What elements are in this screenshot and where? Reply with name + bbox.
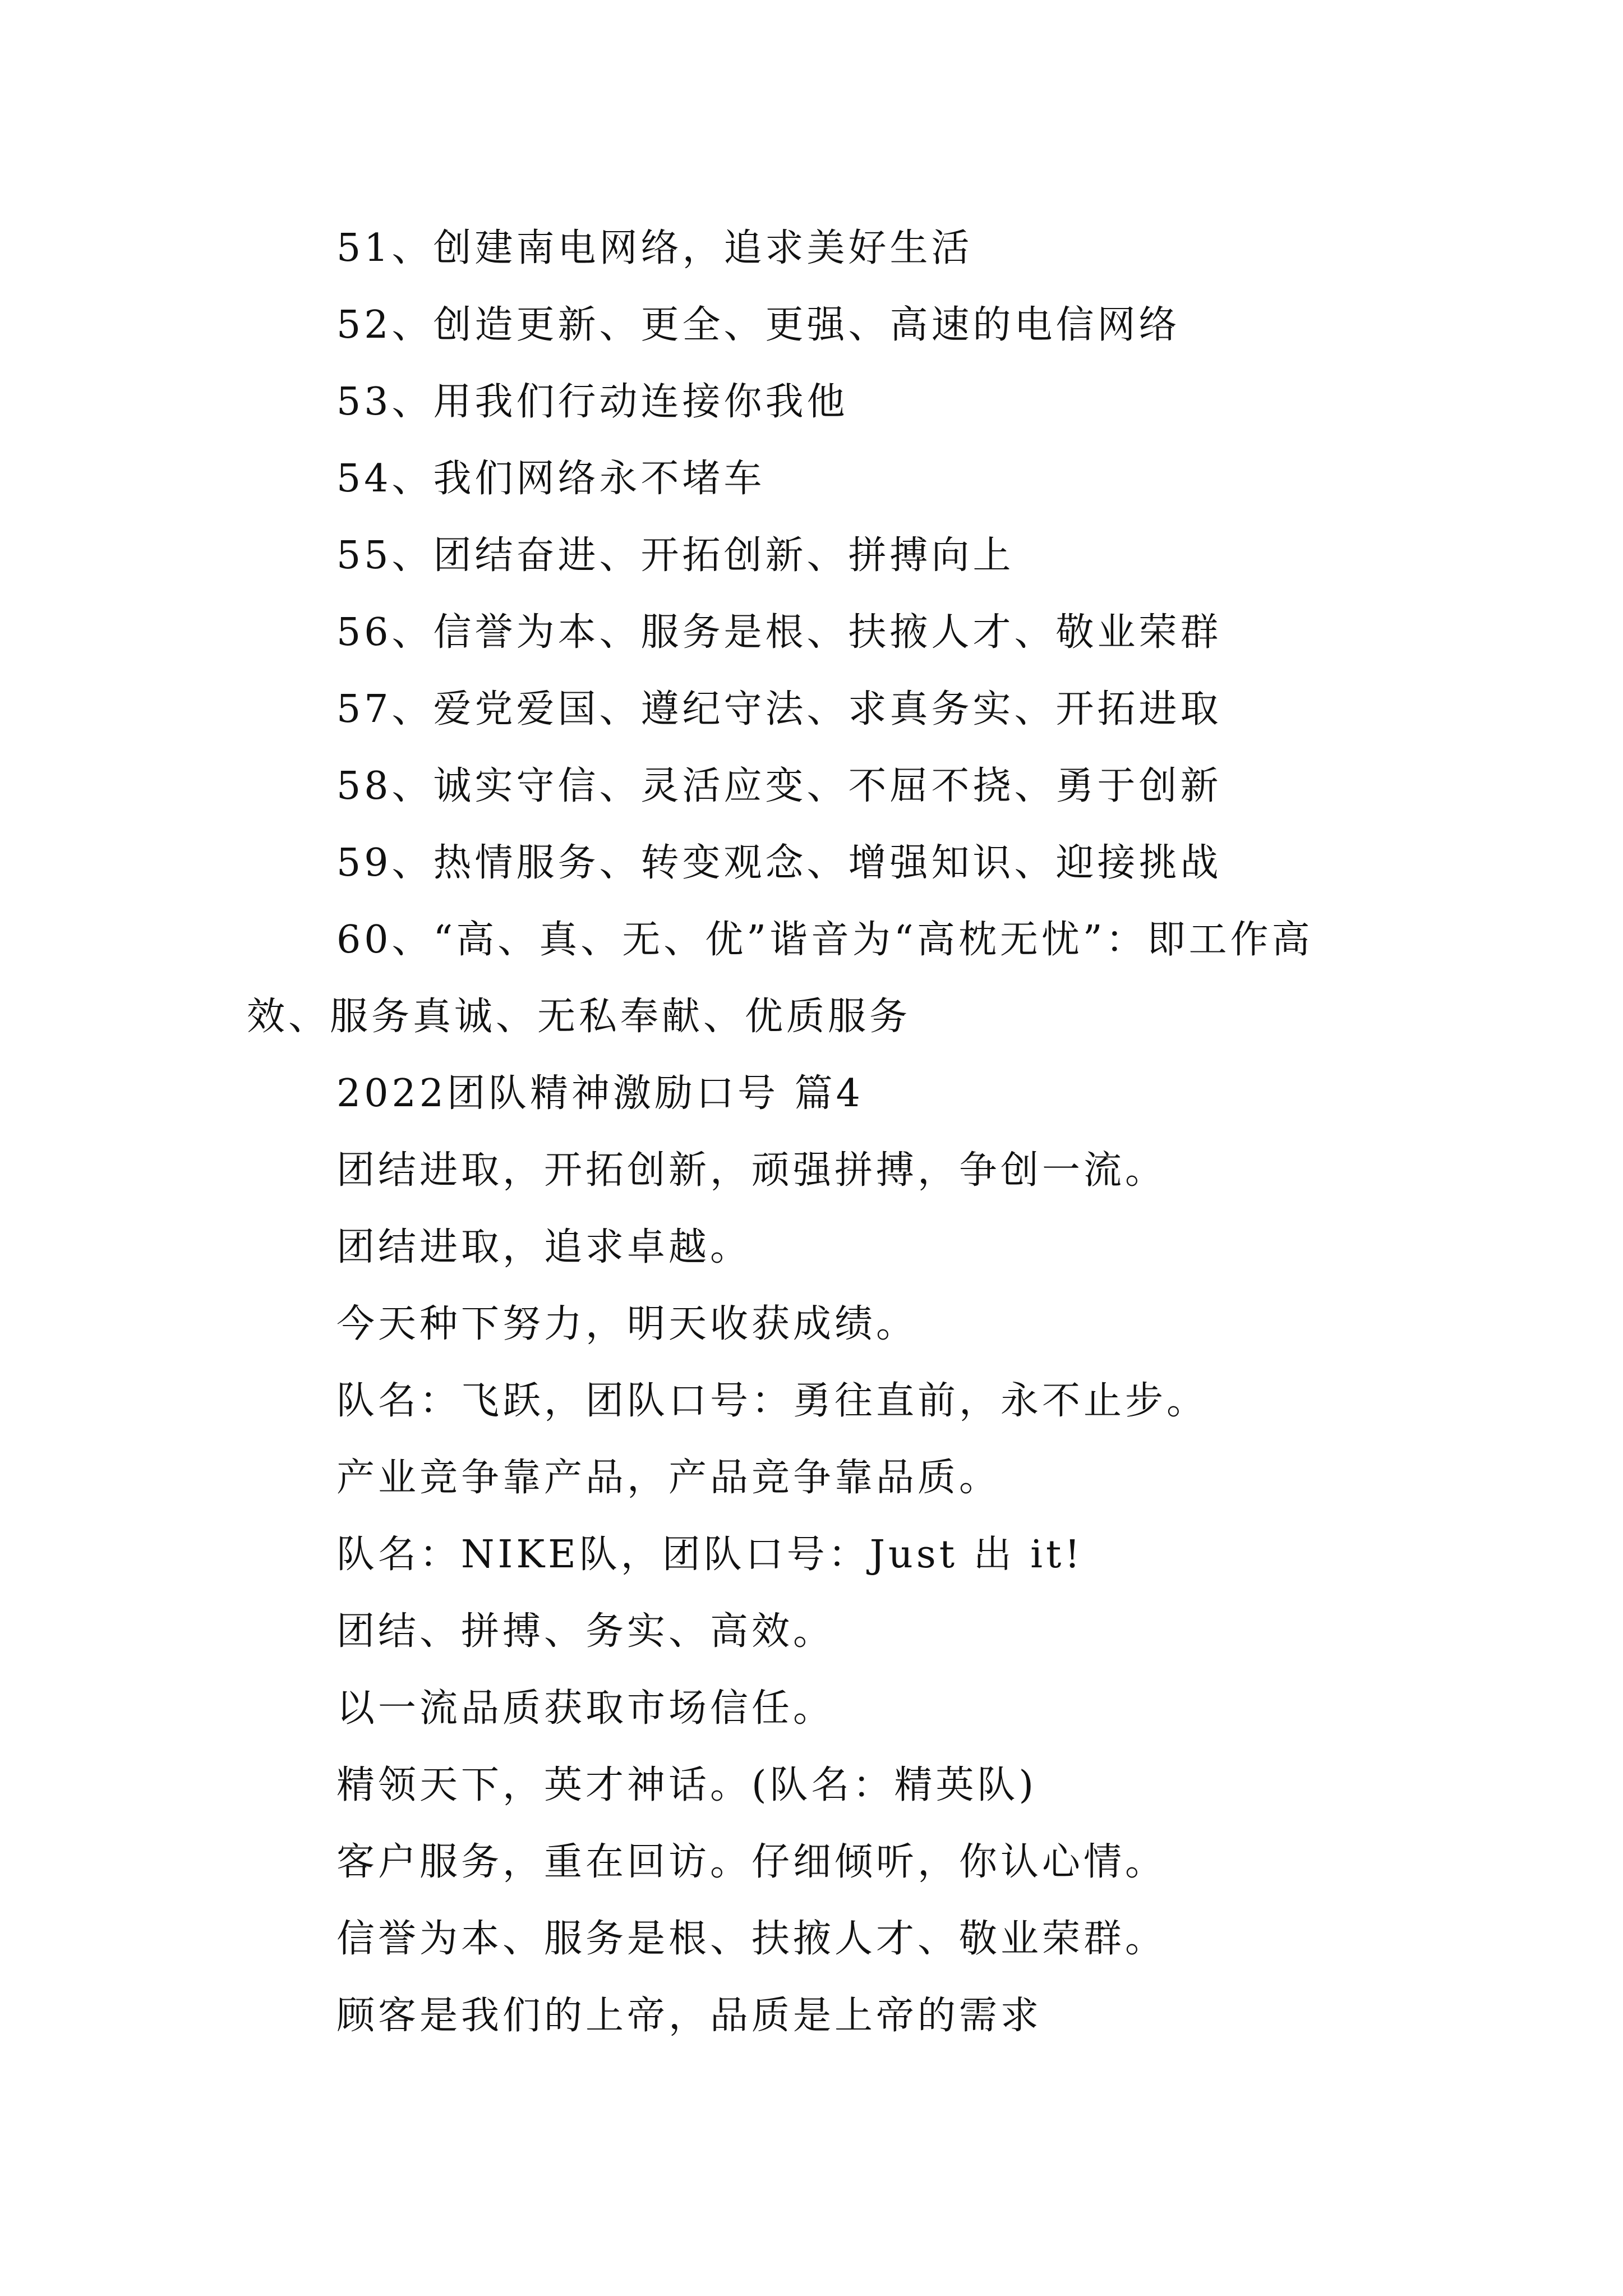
slogan-line: 53、用我们行动连接你我他 [336, 380, 849, 424]
slogan-line: 55、团结奋进、开拓创新、拼搏向上 [336, 533, 1015, 578]
slogan-line: 产业竞争靠产品，产品竞争靠品质。 [336, 1456, 1001, 1500]
slogan-line: 58、诚实守信、灵活应变、不屈不挠、勇于创新 [336, 764, 1222, 808]
slogan-line: 今天种下努力，明天收获成绩。 [336, 1302, 918, 1346]
slogan-line: 51、创建南电网络，追求美好生活 [336, 226, 973, 270]
slogan-line-continuation: 效、服务真诚、无私奉献、优质服务 [247, 995, 911, 1039]
slogan-line: 队名：NIKE队，团队口号：Just 出 it! [336, 1533, 1083, 1577]
slogan-line: 52、创造更新、更全、更强、高速的电信网络 [336, 303, 1181, 347]
slogan-line: 顾客是我们的上帝，品质是上帝的需求 [336, 1994, 1043, 2038]
slogan-line: 精领天下，英才神话。(队名：精英队) [336, 1763, 1038, 1807]
slogan-line: 57、爱党爱国、遵纪守法、求真务实、开拓进取 [336, 687, 1222, 731]
slogan-line: 59、热情服务、转变观念、增强知识、迎接挑战 [336, 841, 1222, 885]
slogan-line: 60、“高、真、无、优”谐音为“高枕无忧”：即工作高 [336, 918, 1313, 962]
slogan-line: 信誉为本、服务是根、扶掖人才、敬业荣群。 [336, 1917, 1167, 1961]
section-heading: 2022团队精神激励口号 篇4 [336, 1071, 864, 1116]
slogan-line: 队名：飞跃，团队口号：勇往直前，永不止步。 [336, 1379, 1209, 1423]
document-body [247, 210, 1391, 2054]
slogan-line: 以一流品质获取市场信任。 [336, 1686, 835, 1731]
slogan-line: 团结、拼搏、务实、高效。 [336, 1609, 835, 1654]
slogan-line: 团结进取，开拓创新，顽强拼搏，争创一流。 [336, 1148, 1167, 1193]
slogan-line: 54、我们网络永不堵车 [336, 457, 766, 501]
slogan-line: 客户服务，重在回访。仔细倾听，你认心情。 [336, 1840, 1167, 1884]
slogan-line: 56、信誉为本、服务是根、扶掖人才、敬业荣群 [336, 610, 1222, 655]
slogan-line: 团结进取，追求卓越。 [336, 1225, 752, 1269]
